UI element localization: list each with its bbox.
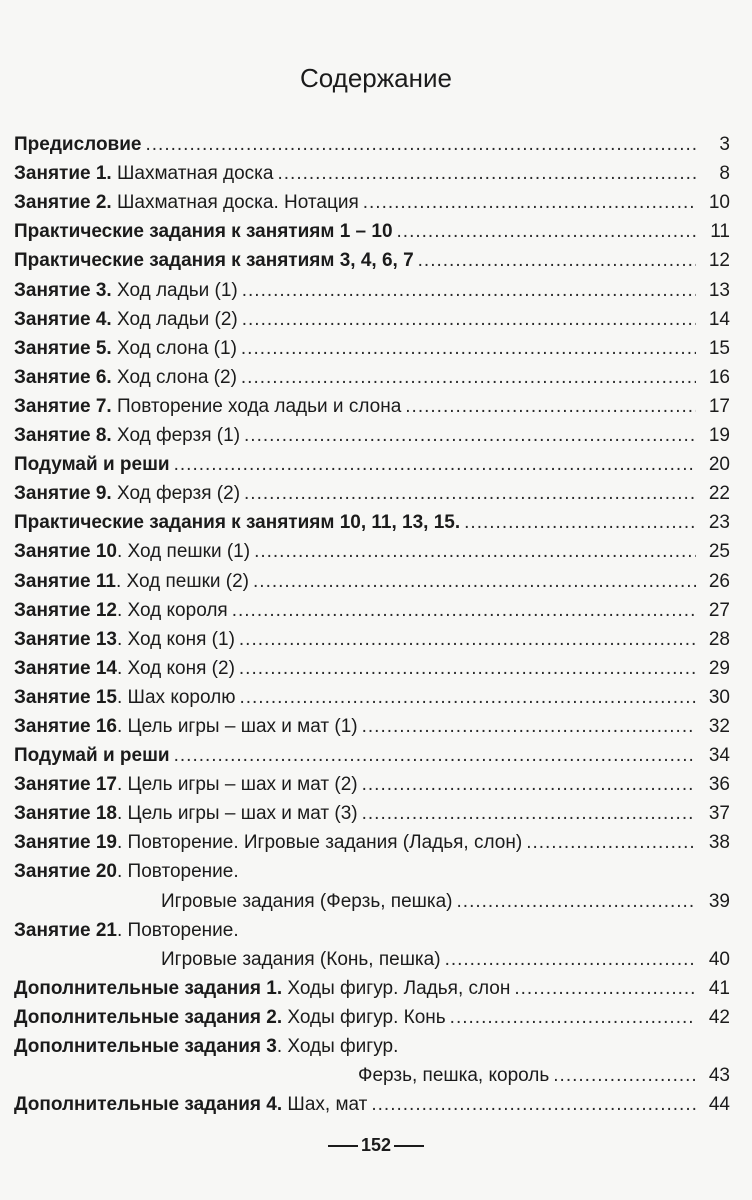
toc-entry-text: Шахматная доска <box>111 163 274 185</box>
toc-entry-label <box>14 920 239 942</box>
dot-leader <box>242 309 696 331</box>
toc-entry-heading: Занятие 11 <box>14 570 116 592</box>
toc-entry-heading: Занятие 20 <box>14 861 117 883</box>
dot-leader <box>514 978 696 1000</box>
toc-entry-page: 27 <box>708 599 730 621</box>
toc-entry-text: Ход ферзя (1) <box>111 425 241 447</box>
toc-entry <box>14 360 730 389</box>
toc-entry-text: Ходы фигур. Конь <box>282 1006 446 1028</box>
toc-entry-label <box>14 134 142 156</box>
toc-entry-heading: Занятие 9. <box>14 483 112 505</box>
toc-entry <box>14 767 730 796</box>
toc-entry <box>14 971 730 1000</box>
dot-leader <box>553 1065 696 1087</box>
toc-entry-label <box>14 250 414 272</box>
page-number-value: 152 <box>360 1135 392 1155</box>
toc-entry-page: 13 <box>708 279 730 301</box>
toc-entry <box>14 185 730 214</box>
toc-entry-heading: Занятие 4. <box>14 308 112 330</box>
toc-entry-text: Ход слона (2) <box>111 366 237 388</box>
toc-entry-page: 26 <box>708 570 730 592</box>
dot-leader <box>363 192 696 214</box>
toc-entry-heading: Практические задания к занятиям 1 – 10 <box>14 221 393 243</box>
toc-entry-label <box>14 1094 367 1116</box>
toc-entry-label <box>14 687 235 709</box>
page-title: Содержание <box>300 63 452 93</box>
toc-entry <box>14 127 730 156</box>
toc-entry-page: 41 <box>708 977 730 999</box>
page-number <box>0 1134 752 1156</box>
toc-entry-text: Игровые задания (Ферзь, пешка) <box>161 890 453 912</box>
toc-entry-label <box>14 454 170 476</box>
dot-leader <box>241 338 696 360</box>
toc-entry-page: 38 <box>708 832 730 854</box>
toc-entry-label <box>14 192 359 214</box>
toc-entry <box>14 476 730 505</box>
toc-entry <box>14 825 730 854</box>
toc-entry-heading: Занятие 6. <box>14 366 112 388</box>
toc-entry-text: Ферзь, пешка, король <box>358 1065 550 1087</box>
dot-leader <box>457 891 696 913</box>
toc-entry-heading: Занятие 5. <box>14 337 112 359</box>
toc-entry-label <box>14 541 250 563</box>
dot-leader <box>239 687 696 709</box>
toc-entry <box>14 331 730 360</box>
toc-entry <box>14 272 730 301</box>
toc-entry-label <box>14 716 358 738</box>
toc-entry-page: 3 <box>719 134 730 156</box>
toc-entry-page: 15 <box>708 337 730 359</box>
toc-entry-text: . Ход пешки (1) <box>117 541 251 563</box>
dot-leader <box>362 716 696 738</box>
toc-entry <box>14 1058 730 1087</box>
toc-entry-heading: Занятие 1. <box>14 163 112 185</box>
toc-entry <box>14 243 730 272</box>
table-of-contents <box>14 127 730 1116</box>
toc-entry-page: 23 <box>708 512 730 534</box>
toc-entry-heading: Подумай и реши <box>14 745 170 767</box>
toc-entry-text: . Ход пешки (2) <box>115 570 250 592</box>
toc-entry <box>14 1087 730 1116</box>
toc-entry <box>14 1000 730 1029</box>
dash-left <box>328 1145 358 1147</box>
toc-entry-text: . Цель игры – шах и мат (1) <box>117 715 358 737</box>
dot-leader <box>371 1094 696 1116</box>
toc-entry-text: . Ход коня (1) <box>117 628 235 650</box>
toc-entry-label <box>14 571 249 593</box>
toc-entry-heading: Занятие 12 <box>14 599 117 621</box>
toc-entry <box>14 534 730 563</box>
dot-leader <box>405 396 696 418</box>
toc-entry-text: Повторение хода ладьи и слона <box>111 395 402 417</box>
toc-entry-page: 32 <box>708 715 730 737</box>
toc-entry <box>14 680 730 709</box>
toc-entry-page: 11 <box>710 221 730 243</box>
toc-entry-page: 10 <box>708 192 730 214</box>
toc-entry-label <box>14 221 393 243</box>
toc-entry-text: . Повторение. <box>117 919 239 941</box>
dot-leader <box>464 512 696 534</box>
toc-entry-label <box>14 978 510 1000</box>
toc-entry <box>14 563 730 592</box>
toc-entry-label <box>14 949 441 971</box>
toc-entry-label <box>14 309 238 331</box>
toc-entry-label <box>14 163 273 185</box>
toc-entry-page: 17 <box>708 395 730 417</box>
toc-entry-text: Ход ладьи (1) <box>111 279 238 301</box>
dot-leader <box>362 803 696 825</box>
toc-entry-label <box>14 774 358 796</box>
toc-entry-text: . Повторение. Игровые задания (Ладья, слон) <box>117 832 523 854</box>
toc-entry <box>14 854 730 883</box>
toc-entry-heading: Занятие 10 <box>14 541 117 563</box>
dot-leader <box>239 629 696 651</box>
toc-entry-text: Ход ферзя (2) <box>111 483 241 505</box>
toc-entry-page: 34 <box>708 745 730 767</box>
toc-entry-text: Шахматная доска. Нотация <box>111 192 359 214</box>
toc-entry <box>14 796 730 825</box>
toc-entry <box>14 156 730 185</box>
toc-entry-page: 28 <box>708 628 730 650</box>
toc-entry-heading: Занятие 17 <box>14 774 117 796</box>
toc-entry-label <box>14 1007 446 1029</box>
dot-leader <box>277 163 696 185</box>
dot-leader <box>254 541 696 563</box>
toc-entry-text: Ход ладьи (2) <box>111 308 238 330</box>
toc-entry <box>14 214 730 243</box>
toc-entry-label <box>14 1065 549 1087</box>
toc-entry-page: 22 <box>708 483 730 505</box>
toc-entry-heading: Дополнительные задания 4. <box>14 1094 283 1116</box>
toc-entry-label <box>14 483 240 505</box>
toc-entry-heading: Занятие 19 <box>14 832 117 854</box>
toc-entry-heading: Занятие 15 <box>14 686 117 708</box>
dot-leader <box>244 425 696 447</box>
toc-entry-page: 25 <box>708 541 730 563</box>
toc-entry-label <box>14 512 460 534</box>
toc-entry-heading: Занятие 3. <box>14 279 112 301</box>
toc-entry-heading: Занятие 21 <box>14 919 117 941</box>
toc-entry-page: 20 <box>708 454 730 476</box>
toc-entry <box>14 709 730 738</box>
dot-leader <box>362 774 696 796</box>
toc-entry <box>14 505 730 534</box>
dash-right <box>394 1145 424 1147</box>
toc-entry <box>14 883 730 912</box>
toc-entry-page: 40 <box>708 948 730 970</box>
toc-entry-page: 44 <box>708 1094 730 1116</box>
toc-entry-heading: Дополнительные задания 1. <box>14 977 283 999</box>
toc-entry-label <box>14 396 401 418</box>
toc-entry-text: . Ходы фигур. <box>276 1036 399 1057</box>
toc-entry-heading: Занятие 13 <box>14 628 117 650</box>
toc-entry-page: 14 <box>708 308 730 330</box>
dot-leader <box>146 134 697 156</box>
dot-leader <box>253 571 696 593</box>
toc-entry-label <box>14 1036 398 1058</box>
toc-entry-heading: Занятие 14 <box>14 657 117 679</box>
dot-leader <box>241 367 696 389</box>
toc-entry-page: 36 <box>708 774 730 796</box>
toc-entry-label <box>14 338 237 360</box>
toc-entry-text: Ход слона (1) <box>111 337 237 359</box>
toc-entry-label <box>14 803 358 825</box>
toc-entry <box>14 651 730 680</box>
toc-entry-label <box>14 600 228 622</box>
toc-entry-label <box>14 629 235 651</box>
toc-entry-text: Шах, мат <box>282 1094 368 1116</box>
dot-leader <box>232 600 696 622</box>
toc-entry-heading: Практические задания к занятиям 3, 4, 6, 7 <box>14 250 414 272</box>
toc-entry <box>14 302 730 331</box>
toc-entry-heading: Занятие 8. <box>14 425 112 447</box>
toc-entry-heading: Дополнительные задания 2. <box>14 1006 283 1028</box>
dot-leader <box>239 658 696 680</box>
toc-entry-label <box>14 367 237 389</box>
toc-entry <box>14 1029 730 1058</box>
toc-entry-text: . Цель игры – шах и мат (3) <box>117 803 358 825</box>
toc-entry-label <box>14 891 453 913</box>
toc-entry-text: . Повторение. <box>117 861 239 883</box>
dot-leader <box>242 280 696 302</box>
dot-leader <box>174 454 696 476</box>
toc-entry-text: . Шах королю <box>117 686 236 708</box>
toc-entry <box>14 738 730 767</box>
toc-entry-page: 43 <box>708 1065 730 1087</box>
toc-entry-page: 12 <box>708 250 730 272</box>
toc-entry-label <box>14 832 522 854</box>
toc-entry-heading: Предисловие <box>14 134 142 156</box>
toc-entry-heading: Дополнительные задания 3 <box>14 1036 277 1057</box>
toc-entry-text: . Цель игры – шах и мат (2) <box>117 774 358 796</box>
dot-leader <box>174 745 696 767</box>
toc-entry-page: 19 <box>708 425 730 447</box>
toc-entry <box>14 447 730 476</box>
dot-leader <box>445 949 696 971</box>
toc-entry-page: 8 <box>719 163 730 185</box>
toc-entry-heading: Занятие 2. <box>14 192 112 214</box>
toc-entry-label <box>14 658 235 680</box>
toc-entry-text: Игровые задания (Конь, пешка) <box>161 948 441 970</box>
toc-entry-label <box>14 861 239 883</box>
toc-entry <box>14 622 730 651</box>
toc-entry-heading: Занятие 16 <box>14 715 117 737</box>
toc-entry-heading: Практические задания к занятиям 10, 11, 13, 15. <box>14 512 461 534</box>
toc-entry-page: 30 <box>708 686 730 708</box>
toc-entry-label <box>14 280 238 302</box>
toc-entry-text: . Ход короля <box>117 599 228 621</box>
toc-entry-heading: Занятие 7. <box>14 395 112 417</box>
dot-leader <box>244 483 696 505</box>
toc-entry-label <box>14 425 240 447</box>
toc-entry-heading: Подумай и реши <box>14 454 170 476</box>
toc-entry <box>14 942 730 971</box>
toc-entry-text: . Ход коня (2) <box>117 657 235 679</box>
dot-leader <box>450 1007 696 1029</box>
toc-entry-heading: Занятие 18 <box>14 803 117 825</box>
dot-leader <box>526 832 696 854</box>
toc-entry <box>14 913 730 942</box>
toc-entry-label <box>14 745 170 767</box>
toc-entry-page: 29 <box>708 657 730 679</box>
toc-entry-page: 16 <box>708 366 730 388</box>
toc-entry <box>14 389 730 418</box>
dot-leader <box>397 221 696 243</box>
dot-leader <box>418 250 696 272</box>
toc-entry <box>14 593 730 622</box>
toc-entry-page: 37 <box>708 803 730 825</box>
toc-entry-page: 42 <box>708 1006 730 1028</box>
toc-entry <box>14 418 730 447</box>
toc-entry-page: 39 <box>708 890 730 912</box>
toc-entry-text: Ходы фигур. Ладья, слон <box>282 977 511 999</box>
